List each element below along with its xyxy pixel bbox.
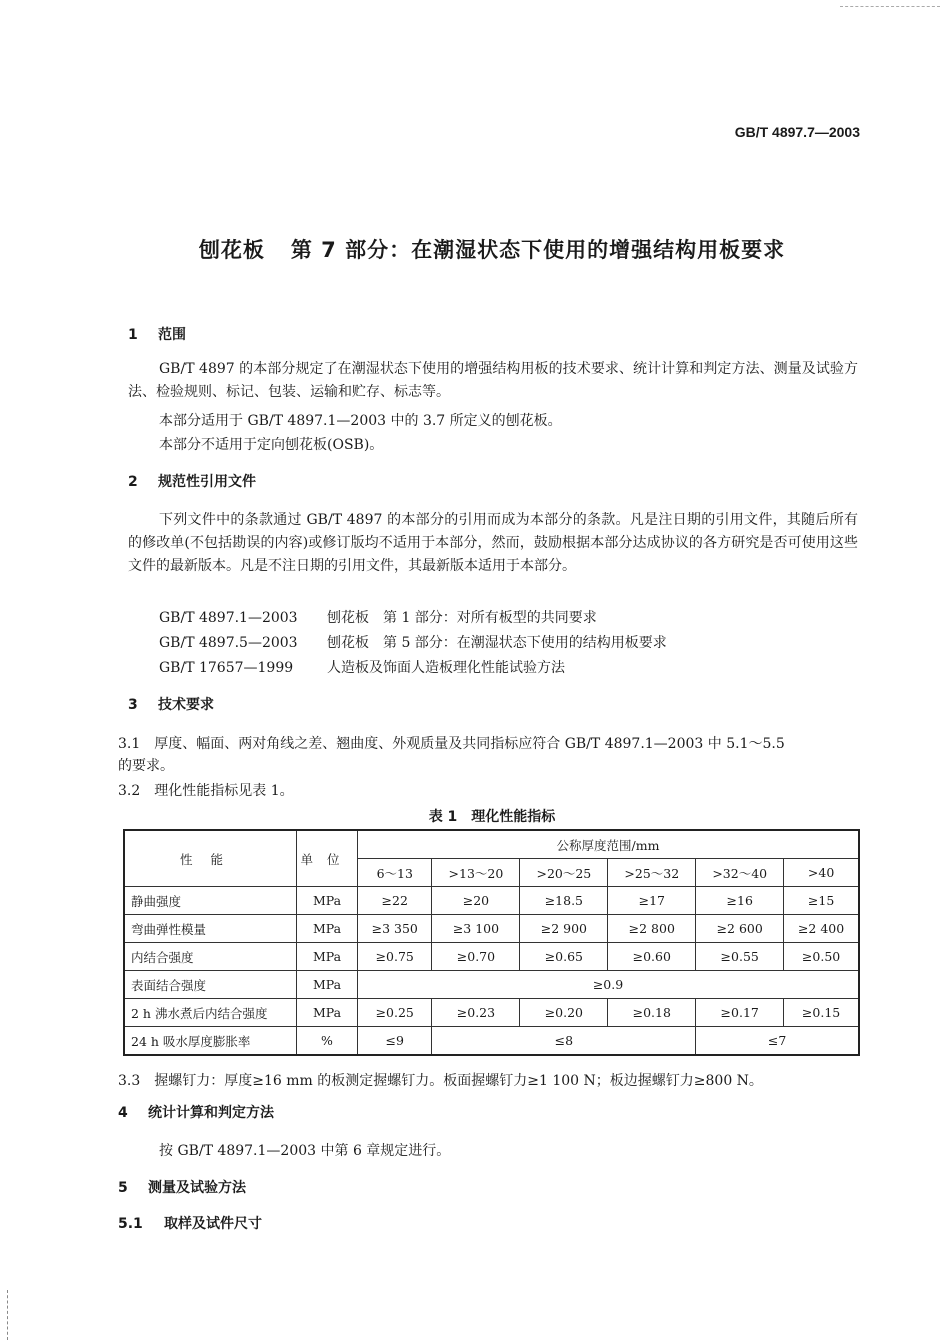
- range-cell: >13～20: [432, 859, 520, 887]
- row-unit: MPa: [297, 971, 358, 999]
- section-1-paragraph-2: 本部分适用于 GB/T 4897.1—2003 中的 3.7 所定义的刨花板。: [159, 413, 562, 429]
- range-cell: >20～25: [520, 859, 608, 887]
- clause-3-1: 3.1 厚度、幅面、两对角线之差、翘曲度、外观质量及共同指标应符合 GB/T 4897.1—2003 中 5.1～5.5: [118, 736, 785, 752]
- table-row: [124, 999, 859, 1027]
- row-unit: MPa: [297, 999, 358, 1027]
- row-name: 2 h 沸水煮后内结合强度: [124, 999, 297, 1027]
- value-cell: ≥18.5: [520, 887, 608, 915]
- header-unit: 单位: [297, 830, 358, 887]
- range-cell: >40: [784, 859, 859, 887]
- table-row: [124, 943, 859, 971]
- clause-3-1-continued: 的要求。: [118, 758, 174, 774]
- value-cell: ≥22: [358, 887, 432, 915]
- section-4-heading: 4 统计计算和判定方法: [118, 1105, 274, 1121]
- clause-3-2: 3.2 理化性能指标见表 1。: [118, 783, 294, 799]
- value-cell: ≥16: [696, 887, 784, 915]
- section-2-heading: 2 规范性引用文件: [128, 474, 256, 490]
- row-name: 内结合强度: [124, 943, 297, 971]
- table-row: [124, 915, 859, 943]
- header-property: 性能: [124, 830, 297, 887]
- row-name: 弯曲弹性模量: [124, 915, 297, 943]
- table-row: [124, 887, 859, 915]
- title-part-b: 第 7 部分：在潮湿状态下使用的增强结构用板要求: [290, 238, 786, 262]
- section-2-paragraph: 下列文件中的条款通过 GB/T 4897 的本部分的引用而成为本部分的条款。凡是注日期的引用文件，其随后所有的修改单(不包括勘误的内容)或修订版均不适用于本部分，然而，鼓励根据本部分达成协议的各方研究是否可使用这些文件的最新版本。凡是不注日期的引用文件，其最新版本适用于本部分。: [128, 512, 858, 574]
- range-cell: >25～32: [608, 859, 696, 887]
- reference-row: GB/T 17657—1999 人造板及饰面人造板理化性能试验方法: [159, 660, 565, 676]
- section-1-heading: 1 范围: [128, 327, 186, 343]
- section-4-paragraph: 按 GB/T 4897.1—2003 中第 6 章规定进行。: [159, 1143, 451, 1159]
- value-cell: ≥0.23: [432, 999, 520, 1027]
- value-cell-merged: ≥0.9: [358, 971, 860, 999]
- value-cell: ≥0.60: [608, 943, 696, 971]
- value-cell: ≥0.70: [432, 943, 520, 971]
- value-cell: ≥0.75: [358, 943, 432, 971]
- row-name: 表面结合强度: [124, 971, 297, 999]
- value-cell: ≥0.50: [784, 943, 859, 971]
- value-cell: ≥2 600: [696, 915, 784, 943]
- value-cell-merged: ≤8: [432, 1027, 696, 1056]
- value-cell: ≥0.25: [358, 999, 432, 1027]
- value-cell-merged: ≤7: [696, 1027, 859, 1056]
- document-title: [0, 234, 950, 264]
- value-cell: ≥2 800: [608, 915, 696, 943]
- reference-row: GB/T 4897.5—2003 刨花板 第 5 部分：在潮湿状态下使用的结构用板要求: [159, 635, 667, 651]
- reference-row: GB/T 4897.1—2003 刨花板 第 1 部分：对所有板型的共同要求: [159, 610, 597, 626]
- table-row: [124, 971, 859, 999]
- properties-table: [123, 829, 860, 1056]
- row-unit: %: [297, 1027, 358, 1056]
- value-cell: ≥20: [432, 887, 520, 915]
- row-name: 24 h 吸水厚度膨胀率: [124, 1027, 297, 1056]
- section-3-heading: 3 技术要求: [128, 697, 214, 713]
- section-5-heading: 5 测量及试验方法: [118, 1180, 246, 1196]
- row-name: 静曲强度: [124, 887, 297, 915]
- value-cell: ≥0.55: [696, 943, 784, 971]
- clause-5-1-heading: 5.1 取样及试件尺寸: [118, 1216, 262, 1232]
- value-cell: ≥0.65: [520, 943, 608, 971]
- value-cell: ≥3 350: [358, 915, 432, 943]
- range-cell: 6～13: [358, 859, 432, 887]
- range-cell: >32～40: [696, 859, 784, 887]
- clause-3-3: 3.3 握螺钉力：厚度≥16 mm 的板测定握螺钉力。板面握螺钉力≥1 100 N；板边握螺钉力≥800 N。: [118, 1073, 763, 1089]
- row-unit: MPa: [297, 887, 358, 915]
- title-part-a: 刨花板: [198, 238, 265, 262]
- table-row: [124, 1027, 859, 1056]
- table-1-caption: 表 1 理化性能指标: [428, 809, 556, 825]
- value-cell: ≥0.20: [520, 999, 608, 1027]
- value-cell: ≥0.17: [696, 999, 784, 1027]
- value-cell: ≥3 100: [432, 915, 520, 943]
- value-cell: ≥0.18: [608, 999, 696, 1027]
- value-cell: ≥0.15: [784, 999, 859, 1027]
- table-header-row: [124, 830, 859, 859]
- value-cell: ≥2 900: [520, 915, 608, 943]
- section-1-paragraph-1: GB/T 4897 的本部分规定了在潮湿状态下使用的增强结构用板的技术要求、统计计算和判定方法、测量及试验方法、检验规则、标记、包装、运输和贮存、标志等。: [128, 361, 858, 400]
- value-cell: ≥2 400: [784, 915, 859, 943]
- standard-number: GB/T 4897.7—2003: [734, 124, 860, 140]
- scan-edge-line: [840, 6, 940, 7]
- value-cell: ≥15: [784, 887, 859, 915]
- header-thickness-range: 公称厚度范围/mm: [358, 830, 860, 859]
- row-unit: MPa: [297, 915, 358, 943]
- value-cell: ≤9: [358, 1027, 432, 1056]
- margin-mark: [7, 1290, 8, 1340]
- value-cell: ≥17: [608, 887, 696, 915]
- row-unit: MPa: [297, 943, 358, 971]
- section-1-paragraph-3: 本部分不适用于定向刨花板(OSB)。: [159, 437, 384, 453]
